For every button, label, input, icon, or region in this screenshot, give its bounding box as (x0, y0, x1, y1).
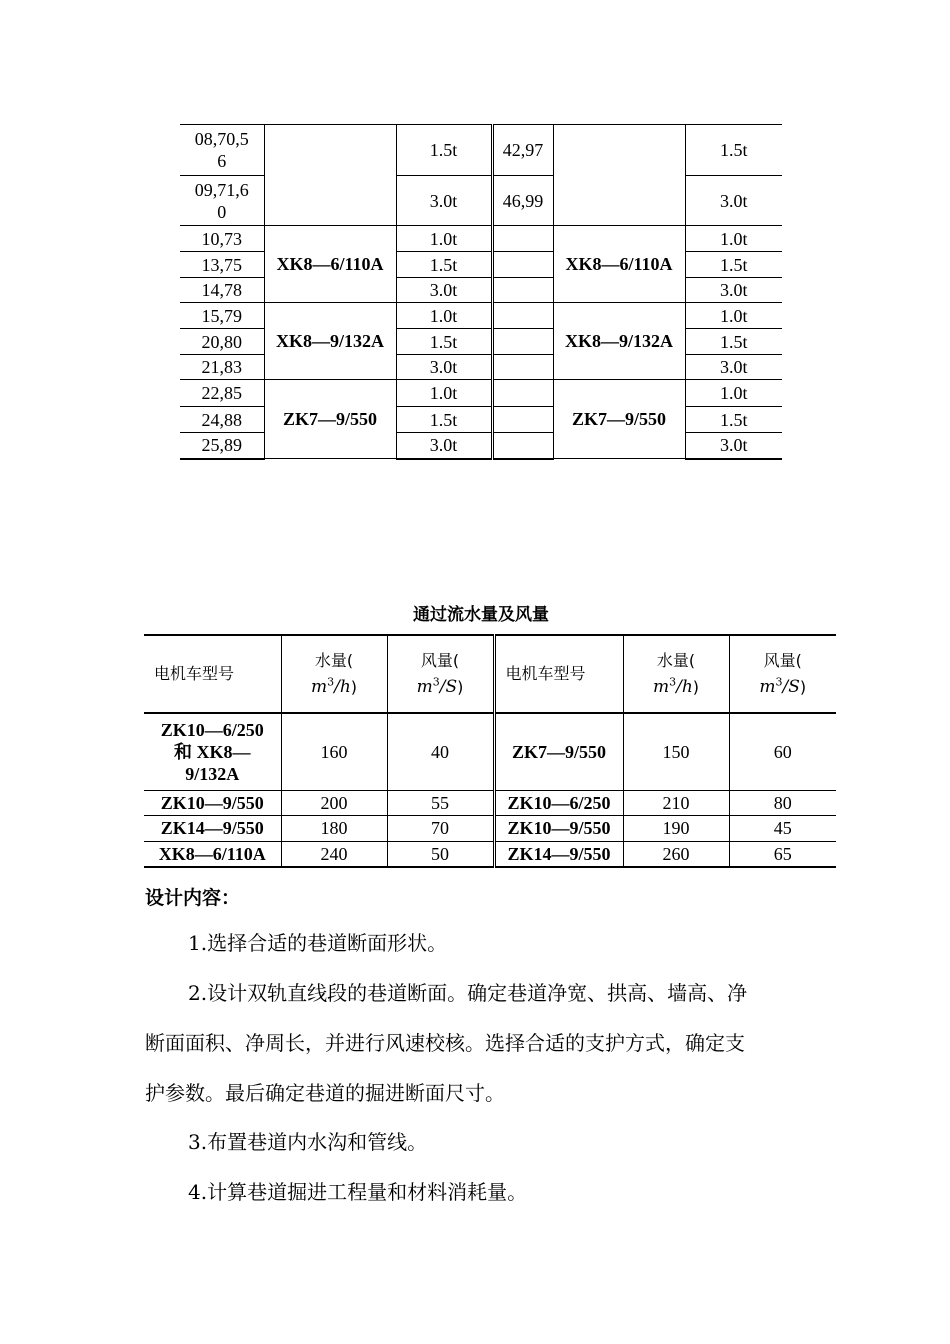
cell-model: XK8—6/110A (264, 226, 396, 303)
cell-load: 3.0t (685, 278, 782, 303)
cell-water: 200 (281, 790, 387, 815)
cell-load: 1.0t (396, 380, 492, 407)
cell-model: ZK7—9/550 (553, 380, 685, 459)
cell-row-ids: 22,85 (180, 380, 264, 407)
cell-air: 55 (387, 790, 494, 815)
cell-row-ids: 42,97 (492, 125, 553, 176)
cell-row-ids: 24,88 (180, 407, 264, 433)
table-row (144, 815, 836, 841)
cell-load: 3.0t (396, 433, 492, 459)
cell-load: 3.0t (685, 433, 782, 459)
header-air: 风量( $m^3/S$) (729, 635, 836, 713)
table-row (180, 125, 782, 176)
header-air: 风量( $m^3/S$) (387, 635, 494, 713)
cell-load: 1.5t (396, 329, 492, 355)
flow-table (144, 634, 836, 868)
cell-model: ZK10—6/250 和 XK8— 9/132A (144, 713, 281, 790)
cell-empty (492, 252, 553, 278)
cell-load: 3.0t (396, 278, 492, 303)
design-item-2: 2.设计双轨直线段的巷道断面。确定巷道净宽、拱高、墙高、净 断面面积、净周长，并进行风速校核。选择合适的支护方式，确定支 护参数。最后确定巷道的掘进断面尺寸。 (145, 981, 748, 1105)
cell-empty (492, 355, 553, 380)
table-row (144, 841, 836, 867)
cell-row-ids: 09,71,6 0 (180, 176, 264, 226)
cell-load: 1.5t (685, 407, 782, 433)
cell-row-ids: 20,80 (180, 329, 264, 355)
cell-row-ids: 46,99 (492, 176, 553, 226)
header-water: 水量( $m^3/h$) (623, 635, 729, 713)
cell-load: 1.5t (396, 252, 492, 278)
cell-load: 1.5t (685, 125, 782, 176)
cell-load: 1.5t (396, 407, 492, 433)
cell-empty (492, 329, 553, 355)
cell-load: 3.0t (685, 176, 782, 226)
header-model: 电机车型号 (494, 635, 623, 713)
cell-row-ids: 14,78 (180, 278, 264, 303)
cell-model: ZK10—9/550 (144, 790, 281, 815)
cell-load: 3.0t (396, 176, 492, 226)
cell-model: ZK7—9/550 (264, 380, 396, 459)
cell-water: 160 (281, 713, 387, 790)
cell-model: XK8—9/132A (264, 303, 396, 380)
cell-row-ids: 10,73 (180, 226, 264, 252)
table-row (180, 380, 782, 407)
design-heading: 设计内容： (145, 887, 241, 909)
cell-model: ZK14—9/550 (144, 815, 281, 841)
cell-row-ids: 15,79 (180, 303, 264, 329)
cell-load: 1.5t (396, 125, 492, 176)
design-item-3: 3.布置巷道内水沟和管线。 (188, 1130, 428, 1154)
cell-model: XK8—9/132A (553, 303, 685, 380)
cell-water: 210 (623, 790, 729, 815)
cell-row-ids: 25,89 (180, 433, 264, 459)
cell-row-ids: 13,75 (180, 252, 264, 278)
header-model: 电机车型号 (144, 635, 281, 713)
design-item-1: 1.选择合适的巷道断面形状。 (188, 931, 448, 955)
cell-empty (492, 278, 553, 303)
cell-water: 180 (281, 815, 387, 841)
cell-load: 1.0t (396, 226, 492, 252)
cell-empty (492, 433, 553, 459)
cell-empty (492, 226, 553, 252)
cell-water: 260 (623, 841, 729, 867)
cell-model: ZK14—9/550 (494, 841, 623, 867)
cell-model: ZK10—6/250 (494, 790, 623, 815)
cell-air: 70 (387, 815, 494, 841)
table-row (144, 790, 836, 815)
cell-load: 1.0t (685, 380, 782, 407)
cell-air: 50 (387, 841, 494, 867)
cell-model: ZK7—9/550 (494, 713, 623, 790)
table-row (180, 226, 782, 252)
flow-table-title: 通过流水量及风量 (413, 605, 549, 625)
cell-load: 1.5t (685, 329, 782, 355)
cell-air: 60 (729, 713, 836, 790)
cell-air: 45 (729, 815, 836, 841)
cell-load: 1.5t (685, 252, 782, 278)
cell-empty (553, 125, 685, 226)
design-item-4: 4.计算巷道掘进工程量和材料消耗量。 (188, 1180, 528, 1204)
cell-empty (264, 125, 396, 226)
cell-empty (492, 407, 553, 433)
cell-model: XK8—6/110A (553, 226, 685, 303)
cell-air: 80 (729, 790, 836, 815)
cell-load: 1.0t (685, 303, 782, 329)
cell-row-ids: 08,70,5 6 (180, 125, 264, 176)
table-row (144, 713, 836, 790)
cell-load: 1.0t (396, 303, 492, 329)
cell-water: 150 (623, 713, 729, 790)
table-row (180, 303, 782, 329)
cell-row-ids: 21,83 (180, 355, 264, 380)
table-header-row (144, 635, 836, 713)
cell-model: XK8—6/110A (144, 841, 281, 867)
cell-water: 240 (281, 841, 387, 867)
cell-air: 65 (729, 841, 836, 867)
cell-load: 3.0t (396, 355, 492, 380)
vehicle-model-table (180, 124, 782, 460)
cell-model: ZK10—9/550 (494, 815, 623, 841)
cell-empty (492, 380, 553, 407)
cell-load: 1.0t (685, 226, 782, 252)
header-water: 水量( $m^3/h$) (281, 635, 387, 713)
cell-water: 190 (623, 815, 729, 841)
cell-load: 3.0t (685, 355, 782, 380)
cell-empty (492, 303, 553, 329)
cell-air: 40 (387, 713, 494, 790)
